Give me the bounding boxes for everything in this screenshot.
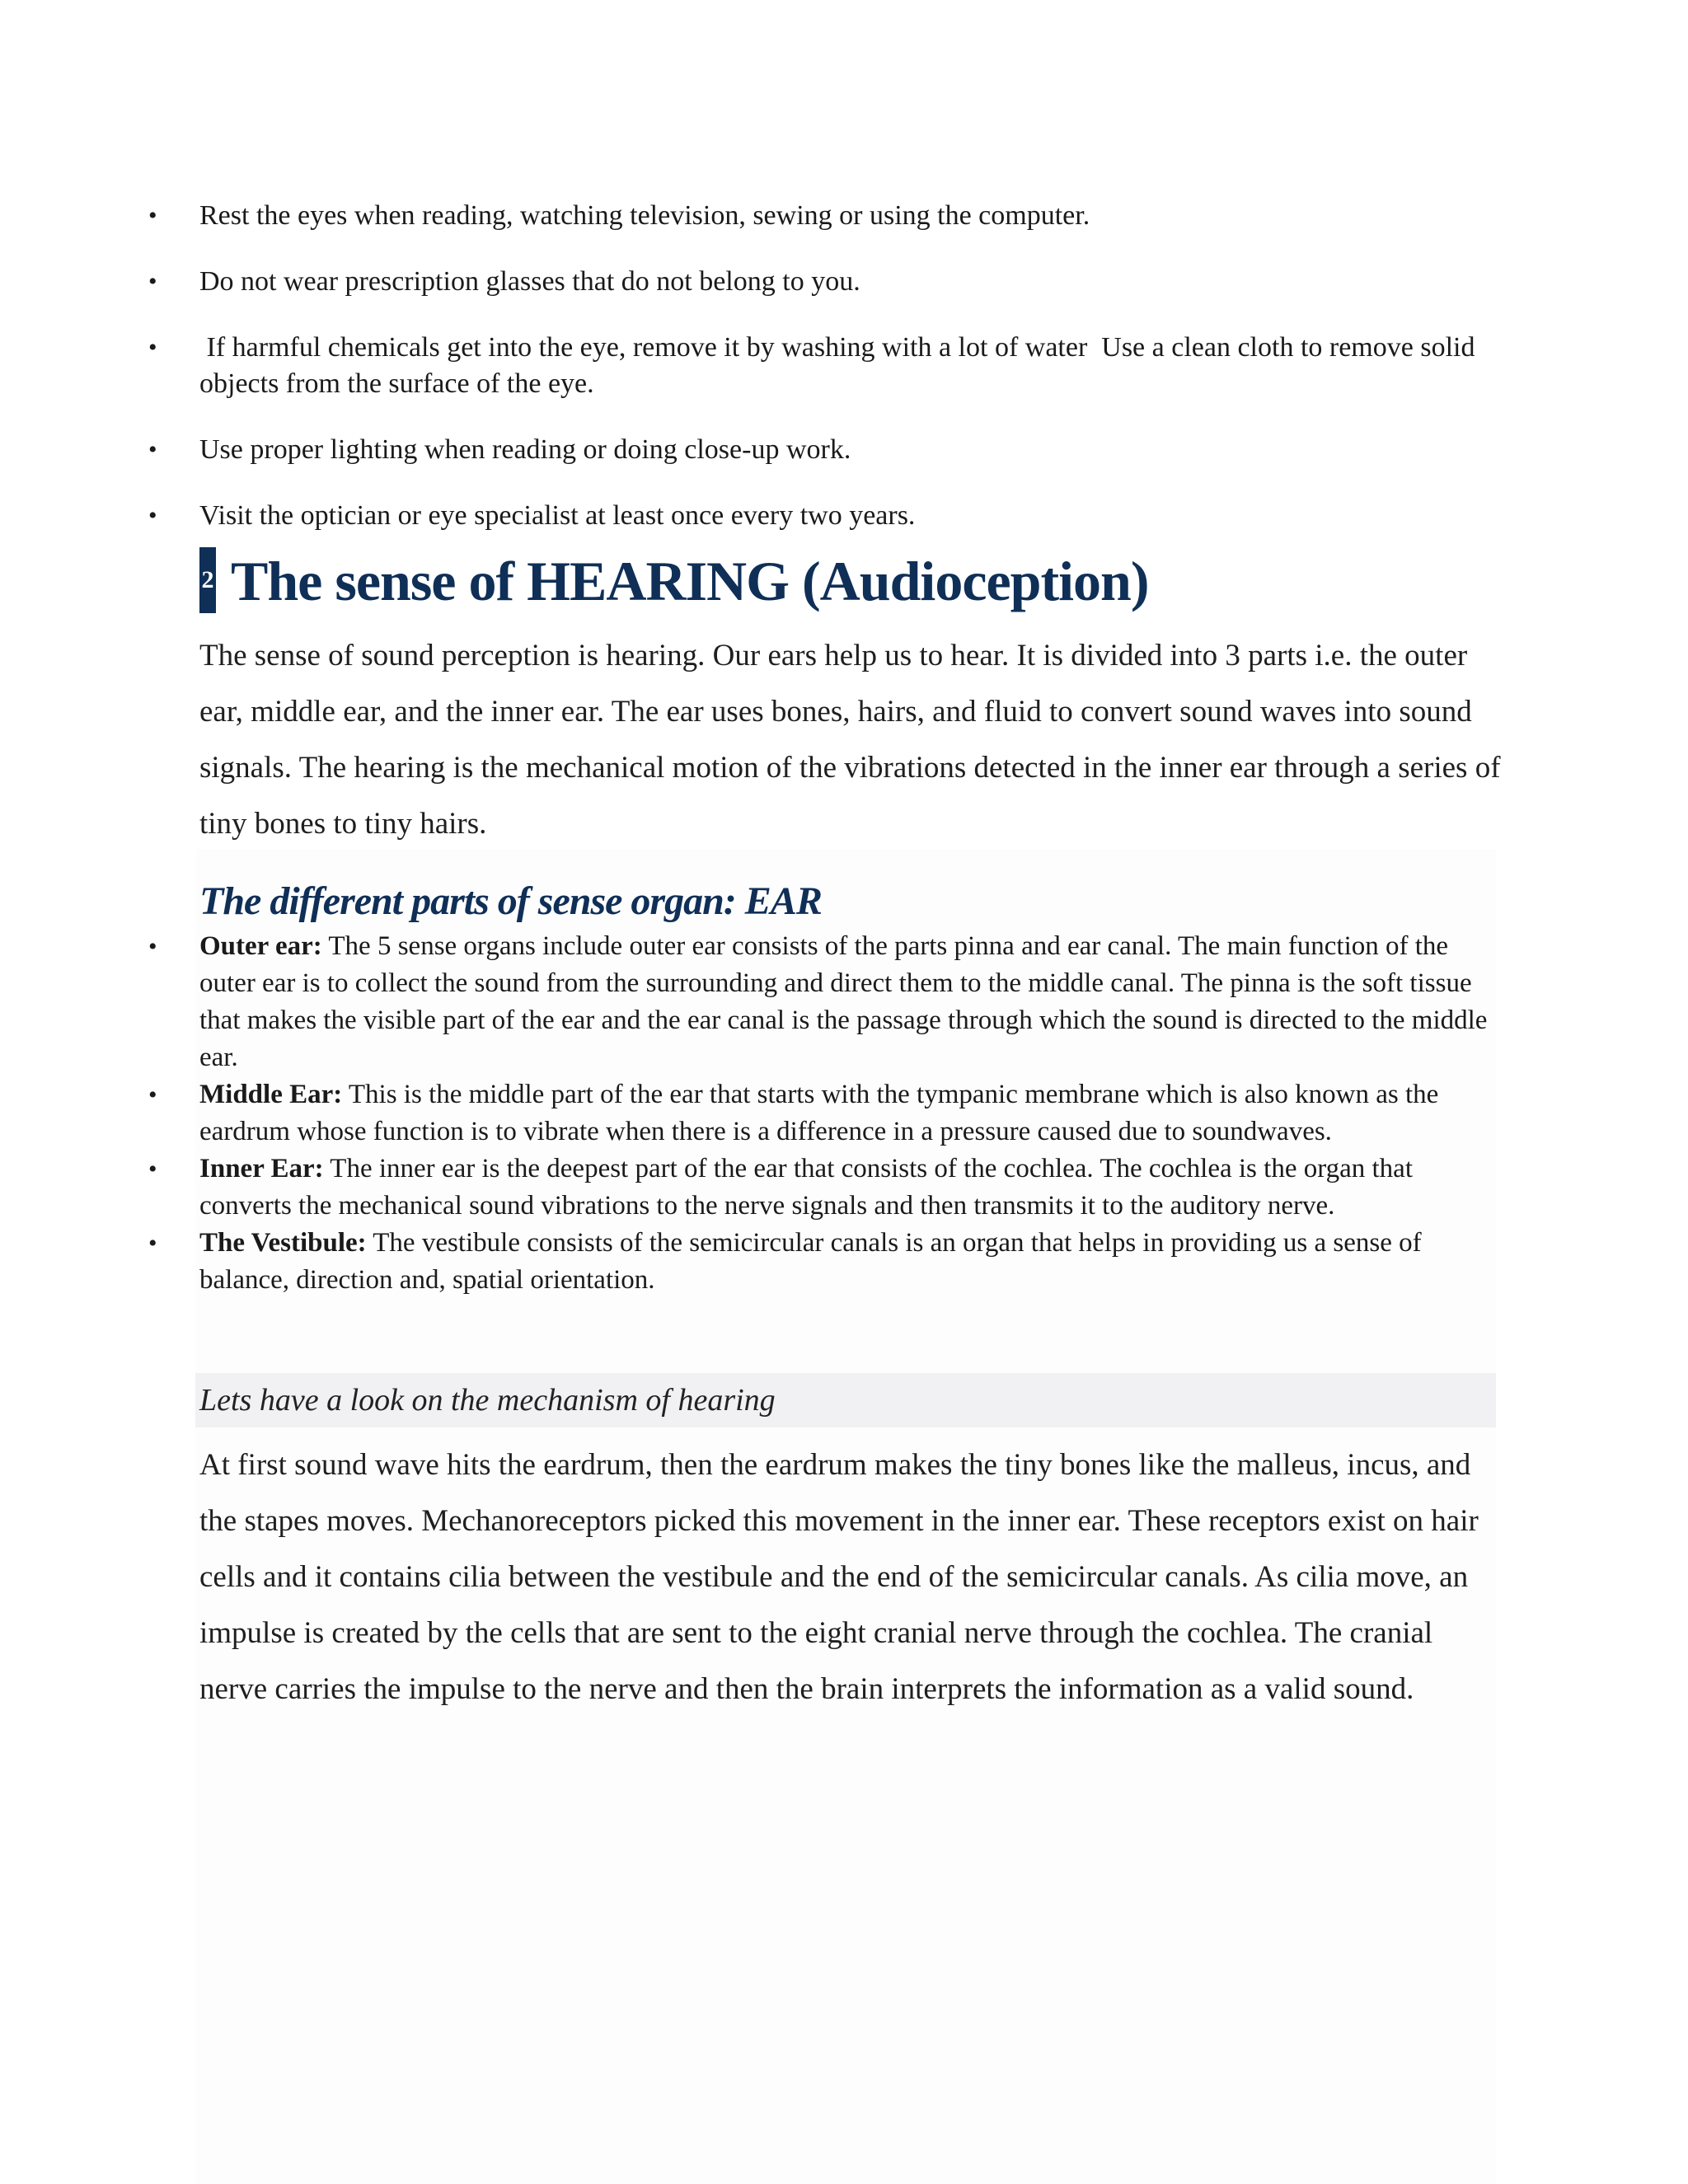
term-label: Middle Ear: [199,1080,343,1109]
section-heading [199,544,1601,618]
list-item [0,928,1502,1076]
list-item [0,1151,1502,1225]
bullet-icon: • [148,1155,157,1183]
term-label: The Vestibule: [199,1228,367,1258]
ear-parts-heading: The different parts of sense organ: EAR [199,879,822,923]
bullet-icon: • [148,933,157,960]
list-item [0,432,1502,468]
term-description: The vestibule consists of the semicircular canals is an organ that helps in providing us a sense of balance, direction and, spatial orientation. [199,1228,1422,1295]
ear-parts-list [0,928,1688,1299]
term-description: This is the middle part of the ear that starts with the tympanic membrane which is also known as the eardrum whose function is to vibrate when there is a difference in a pressure caused due to soundwaves. [199,1080,1439,1146]
term-label: Outer ear: [199,931,322,961]
list-item [0,198,1502,234]
mechanism-paragraph: At first sound wave hits the eardrum, then the eardrum makes the tiny bones like the malleus, incus, and the stapes moves. Mechanoreceptors picked this movement in the inner ear. These receptors exist on hair cells and it contains cilia between the vestibule and the end of the semicircular canals. As cilia move, an impulse is created by the cells that are sent to the eight cranial nerve through the cochlea. The cranial nerve carries the impulse to the nerve and then the brain interprets the information as a valid sound. [199,1448,1479,1706]
bullet-icon: • [148,502,157,529]
term-description: The 5 sense organs include outer ear consists of the parts pinna and ear canal. The main function of the outer ear is to collect the sound from the surrounding and direct them to the middle canal. The pinna is the soft tissue that makes the visible part of the ear and the ear canal is the passage through which the sound is directed to the middle ear. [199,931,1488,1072]
bullet-icon: • [148,1230,157,1257]
list-item-text: Do not wear prescription glasses that do not belong to you. [199,266,860,297]
eye-care-list [0,198,1688,564]
mechanism-heading: Lets have a look on the mechanism of hearing [199,1383,776,1418]
list-item-text: Use proper lighting when reading or doing close-up work. [199,434,851,465]
term-description: The inner ear is the deepest part of the ear that consists of the cochlea. The cochlea is the organ that converts the mechanical sound vibrations to the nerve signals and then transmits it to the auditory nerve. [199,1154,1413,1221]
list-item [0,498,1502,534]
bullet-icon: • [148,268,157,295]
term-label: Inner Ear: [199,1154,324,1183]
list-item-text: Rest the eyes when reading, watching television, sewing or using the computer. [199,200,1090,231]
bullet-icon: • [148,202,157,229]
list-item-text: If harmful chemicals get into the eye, remove it by washing with a lot of water Use a clean cloth to remove solid objects from the surface of the eye. [199,332,1482,399]
list-item [0,330,1502,402]
list-item [0,264,1502,300]
bullet-icon: • [148,436,157,463]
list-item [0,1225,1502,1299]
bullet-icon: • [148,1081,157,1108]
section-title: The sense of HEARING (Audioception) [231,550,1149,612]
intro-paragraph: The sense of sound perception is hearing. Our ears help us to hear. It is divided into 3 parts i.e. the outer ear, middle ear, and the inner ear. The ear uses bones, hairs, and fluid to convert sound waves into sound signals. The hearing is the mechanical motion of the vibrations detected in the inner ear through a series of tiny bones to tiny hairs. [199,639,1501,841]
list-item [0,1076,1502,1151]
bullet-icon: • [148,334,157,361]
list-item-text: Visit the optician or eye specialist at least once every two years. [199,500,916,531]
section-number: 2 [199,547,216,613]
